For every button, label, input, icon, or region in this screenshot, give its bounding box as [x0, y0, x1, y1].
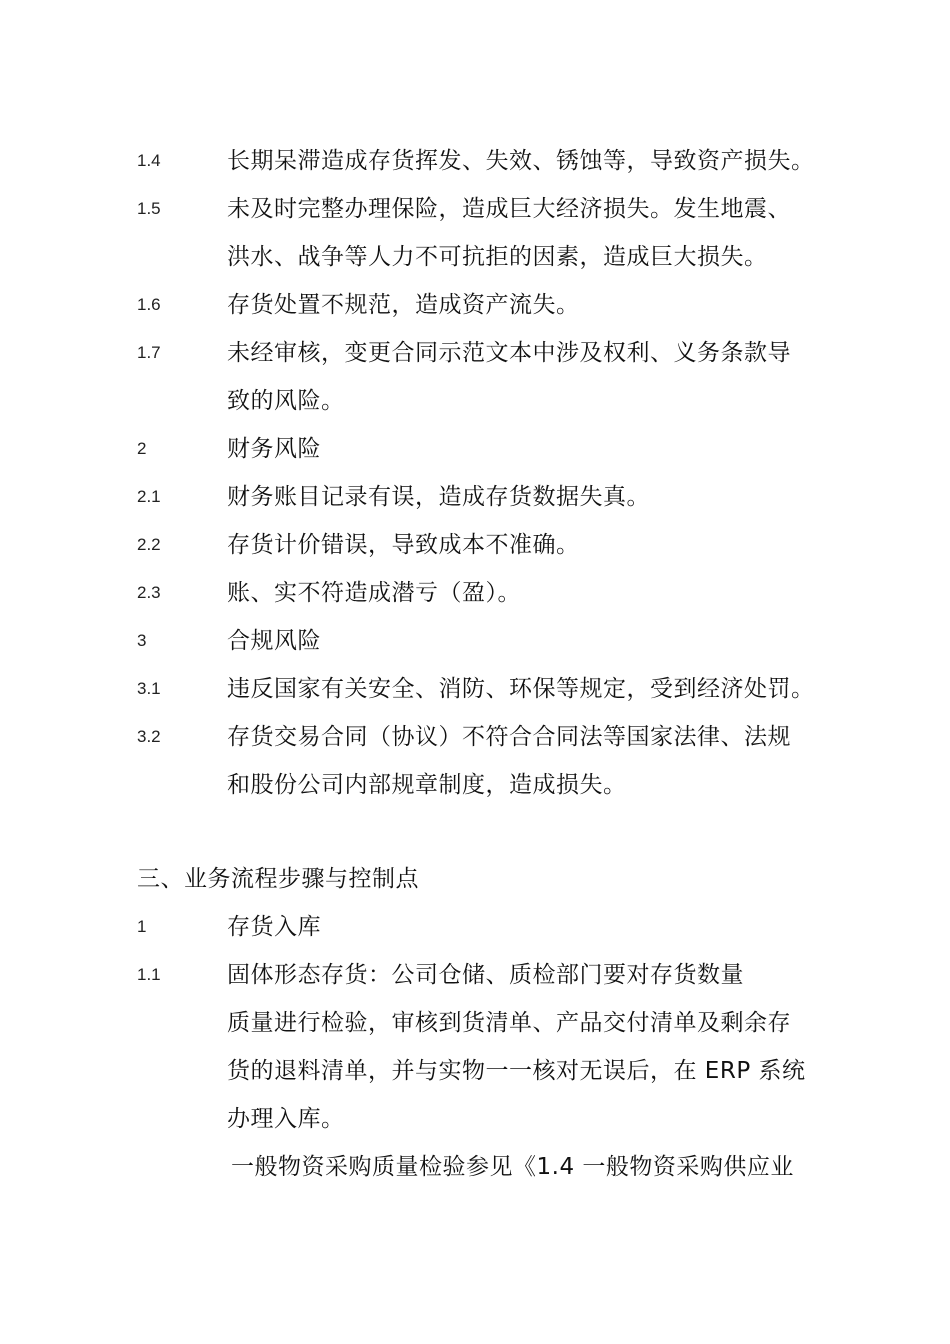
item-text: 长期呆滞造成存货挥发、失效、锈蚀等，导致资产损失。 — [227, 148, 815, 174]
item-text: 财务账目记录有误，造成存货数据失真。 — [227, 484, 650, 510]
item-number: 3.1 — [137, 679, 161, 698]
item-text: 财务风险 — [227, 436, 321, 462]
item-text: 存货计价错误，导致成本不准确。 — [227, 532, 580, 558]
item-text: 合规风险 — [227, 628, 321, 654]
item-text: 未及时完整办理保险，造成巨大经济损失。发生地震、 — [227, 196, 791, 222]
item-number: 3.2 — [137, 727, 161, 746]
item-text: 固体形态存货：公司仓储、质检部门要对存货数量 — [227, 962, 744, 988]
item-text: 存货处置不规范，造成资产流失。 — [227, 292, 580, 318]
item-number: 1.4 — [137, 151, 161, 170]
item-text: 货的退料清单，并与实物一一核对无误后，在 ERP 系统 — [227, 1058, 806, 1084]
item-number: 2.1 — [137, 487, 161, 506]
item-number: 3 — [137, 631, 147, 650]
item-number: 1.6 — [137, 295, 161, 314]
section-heading: 三、业务流程步骤与控制点 — [137, 866, 419, 892]
item-number: 1.5 — [137, 199, 161, 218]
item-text: 未经审核，变更合同示范文本中涉及权利、义务条款导 — [227, 340, 791, 366]
item-number: 2 — [137, 439, 147, 458]
item-text: 账、实不符造成潜亏（盈）。 — [227, 580, 521, 606]
item-number: 1 — [137, 917, 147, 936]
item-number: 1.1 — [137, 965, 161, 984]
item-text: 存货入库 — [227, 914, 321, 940]
item-number: 2.3 — [137, 583, 161, 602]
item-number: 1.7 — [137, 343, 161, 362]
item-text: 和股份公司内部规章制度，造成损失。 — [227, 772, 627, 798]
paragraph-text: 一般物资采购质量检验参见《1.4 一般物资采购供应业 — [231, 1154, 794, 1180]
item-number: 2.2 — [137, 535, 161, 554]
item-text: 存货交易合同（协议）不符合合同法等国家法律、法规 — [227, 724, 791, 750]
item-text: 洪水、战争等人力不可抗拒的因素，造成巨大损失。 — [227, 244, 768, 270]
item-text: 办理入库。 — [227, 1106, 345, 1132]
item-text: 违反国家有关安全、消防、环保等规定，受到经济处罚。 — [227, 676, 815, 702]
item-text: 致的风险。 — [227, 388, 345, 414]
item-text: 质量进行检验，审核到货清单、产品交付清单及剩余存 — [227, 1010, 791, 1036]
